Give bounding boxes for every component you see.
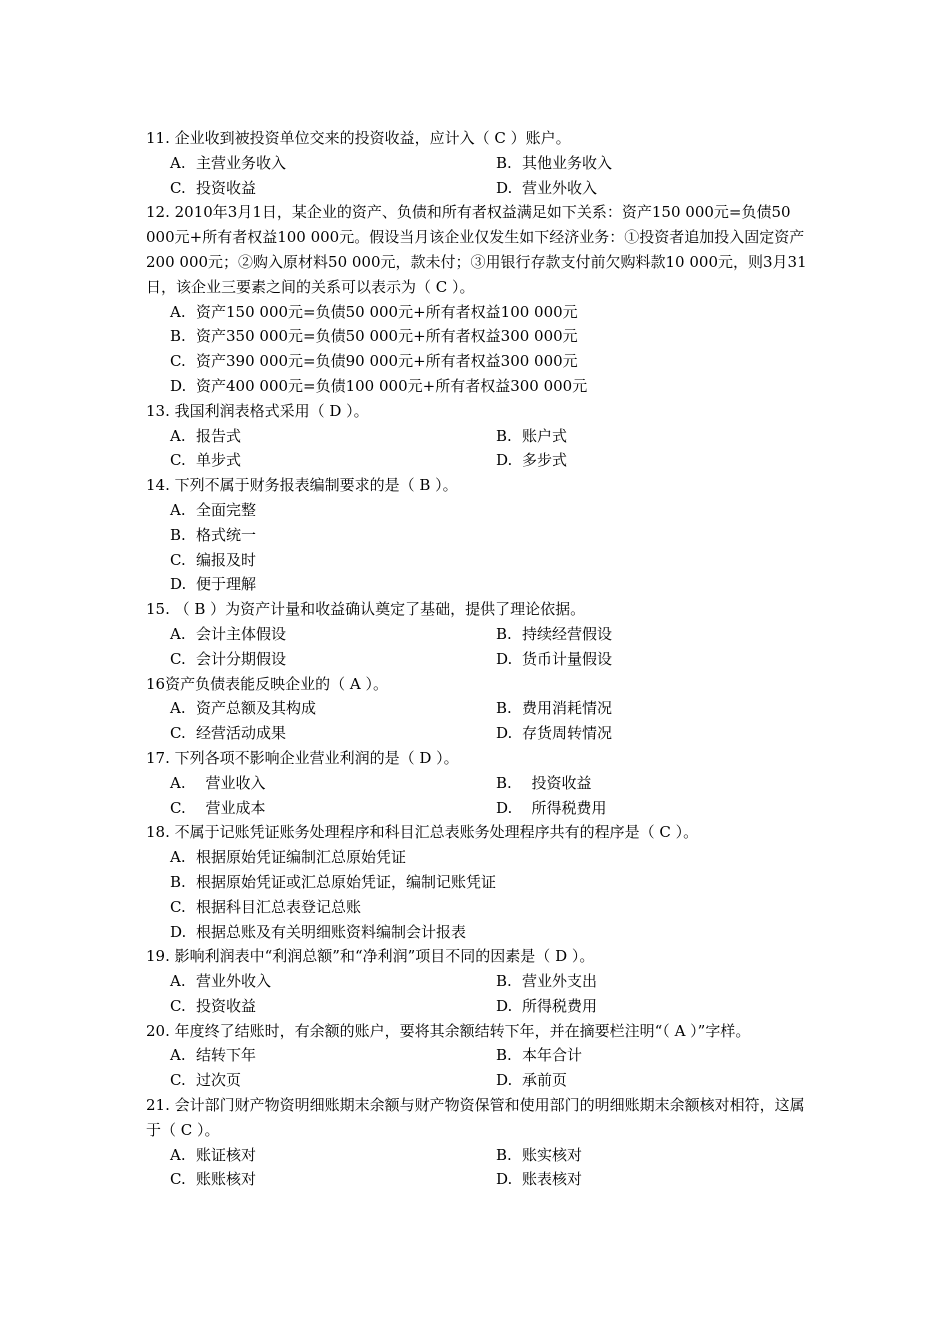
option-letter: C. bbox=[170, 724, 186, 743]
question-17 bbox=[146, 746, 816, 820]
option-list bbox=[146, 1143, 816, 1193]
option-letter: D. bbox=[496, 1170, 513, 1189]
option-letter: A. bbox=[170, 699, 186, 718]
option-text: 货币计量假设 bbox=[522, 649, 613, 668]
option-text: 编报及时 bbox=[196, 550, 257, 569]
option-item bbox=[170, 374, 816, 399]
question-21 bbox=[146, 1093, 816, 1192]
option-item bbox=[170, 1043, 496, 1068]
question-stem: 19. 影响利润表中“利润总额”和“净利润”项目不同的因素是（ D ）。 bbox=[146, 947, 595, 966]
option-text: 账户式 bbox=[522, 426, 568, 445]
question-stem: 14. 下列不属于财务报表编制要求的是（ B ）。 bbox=[146, 476, 458, 495]
option-list bbox=[146, 969, 816, 1019]
option-text: 持续经营假设 bbox=[522, 624, 613, 643]
option-letter: D. bbox=[170, 922, 187, 941]
option-text: 根据科目汇总表登记总账 bbox=[196, 897, 362, 916]
option-item bbox=[170, 448, 496, 473]
question-14 bbox=[146, 473, 816, 597]
option-list bbox=[146, 498, 816, 597]
question-13 bbox=[146, 399, 816, 473]
question-stem: 16资产负债表能反映企业的（ A ）。 bbox=[146, 674, 388, 693]
option-item bbox=[496, 424, 816, 449]
question-stem: 12. 2010年3月1日，某企业的资产、负债和所有者权益满足如下关系：资产150 000元=负债50 000元+所有者权益100 000元。假设当月该企业仅发生如下经济业务：①投资者追加投入固定资产200 000元；②购入原材料50 000元，款未付；③用银行存款支付前欠购料款10 000元，则3月31日，该企业三要素之间的关系可以表示为（ C ）。 bbox=[146, 203, 807, 296]
option-list bbox=[146, 622, 816, 672]
option-text: 多步式 bbox=[522, 451, 568, 470]
question-stem: 11. 企业收到被投资单位交来的投资收益，应计入（ C ）账户。 bbox=[146, 129, 571, 147]
option-item bbox=[170, 622, 496, 647]
option-letter: C. bbox=[170, 649, 186, 668]
option-item bbox=[496, 969, 816, 994]
option-text: 报告式 bbox=[196, 426, 242, 445]
option-item bbox=[170, 870, 816, 895]
option-text: 本年合计 bbox=[522, 1046, 583, 1065]
question-stem: 15. （ B ）为资产计量和收益确认奠定了基础，提供了理论依据。 bbox=[146, 600, 586, 619]
option-text: 营业外支出 bbox=[522, 972, 598, 991]
option-item bbox=[170, 424, 496, 449]
option-item bbox=[170, 920, 816, 945]
option-item bbox=[170, 994, 496, 1019]
option-item bbox=[496, 647, 816, 672]
option-text: 其他业务收入 bbox=[522, 153, 613, 172]
option-item bbox=[496, 1143, 816, 1168]
option-item bbox=[170, 647, 496, 672]
question-12 bbox=[146, 200, 816, 398]
option-item bbox=[170, 176, 496, 201]
option-letter: C. bbox=[170, 897, 186, 916]
option-item bbox=[170, 1143, 496, 1168]
option-item bbox=[170, 895, 816, 920]
option-letter: A. bbox=[170, 972, 186, 991]
option-item bbox=[170, 1167, 496, 1192]
question-15 bbox=[146, 597, 816, 671]
question-18 bbox=[146, 820, 816, 944]
option-letter: B. bbox=[496, 1046, 512, 1065]
option-text: 结转下年 bbox=[196, 1046, 257, 1065]
option-letter: A. bbox=[170, 1046, 186, 1065]
option-letter: C. bbox=[170, 1071, 186, 1090]
option-item bbox=[170, 696, 496, 721]
option-item bbox=[170, 151, 496, 176]
option-letter: D. bbox=[496, 798, 513, 817]
option-item bbox=[496, 448, 816, 473]
question-20 bbox=[146, 1019, 816, 1093]
option-letter: D. bbox=[496, 649, 513, 668]
option-list bbox=[146, 424, 816, 474]
option-item bbox=[496, 622, 816, 647]
option-letter: C. bbox=[170, 352, 186, 371]
option-item bbox=[496, 771, 816, 796]
option-text: 营业外收入 bbox=[522, 178, 598, 197]
option-letter: D. bbox=[496, 1071, 513, 1090]
option-item bbox=[496, 1043, 816, 1068]
option-item bbox=[170, 771, 496, 796]
option-letter: A. bbox=[170, 302, 186, 321]
option-item bbox=[170, 498, 816, 523]
option-letter: B. bbox=[496, 773, 512, 792]
option-text: 营业收入 bbox=[196, 773, 266, 792]
option-letter: D. bbox=[496, 996, 513, 1015]
option-list bbox=[146, 845, 816, 944]
option-text: 会计主体假设 bbox=[196, 624, 287, 643]
option-letter: B. bbox=[496, 153, 512, 172]
option-item bbox=[170, 796, 496, 821]
option-list bbox=[146, 151, 816, 201]
option-text: 账账核对 bbox=[196, 1170, 257, 1189]
option-text: 经营活动成果 bbox=[196, 724, 287, 743]
option-letter: B. bbox=[496, 972, 512, 991]
question-list bbox=[146, 126, 816, 1192]
option-text: 存货周转情况 bbox=[522, 724, 613, 743]
option-letter: D. bbox=[170, 575, 187, 594]
option-letter: C. bbox=[170, 996, 186, 1015]
option-list bbox=[146, 696, 816, 746]
option-letter: C. bbox=[170, 798, 186, 817]
question-16 bbox=[146, 672, 816, 746]
question-stem: 21. 会计部门财产物资明细账期末余额与财产物资保管和使用部门的明细账期末余额核对相符，这属于（ C ）。 bbox=[146, 1096, 805, 1139]
option-item bbox=[496, 1167, 816, 1192]
question-11 bbox=[146, 126, 816, 200]
option-letter: D. bbox=[496, 451, 513, 470]
question-stem: 20. 年度终了结账时，有余额的账户，要将其余额结转下年，并在摘要栏注明“（ A ）”字样。 bbox=[146, 1021, 751, 1040]
option-text: 营业成本 bbox=[196, 798, 266, 817]
option-text: 所得税费用 bbox=[522, 996, 598, 1015]
option-item bbox=[170, 349, 816, 374]
question-stem: 13. 我国利润表格式采用（ D ）。 bbox=[146, 401, 369, 420]
option-text: 资产390 000元=负债90 000元+所有者权益300 000元 bbox=[196, 352, 578, 371]
option-letter: B. bbox=[496, 426, 512, 445]
option-letter: A. bbox=[170, 624, 186, 643]
option-text: 过次页 bbox=[196, 1071, 242, 1090]
option-text: 根据总账及有关明细账资料编制会计报表 bbox=[196, 922, 467, 941]
option-item bbox=[170, 721, 496, 746]
option-letter: A. bbox=[170, 153, 186, 172]
option-item bbox=[170, 1068, 496, 1093]
question-19 bbox=[146, 944, 816, 1018]
question-stem: 17. 下列各项不影响企业营业利润的是（ D ）。 bbox=[146, 748, 459, 767]
option-letter: C. bbox=[170, 550, 186, 569]
option-item bbox=[496, 796, 816, 821]
option-letter: A. bbox=[170, 500, 186, 519]
option-text: 便于理解 bbox=[196, 575, 257, 594]
option-list bbox=[146, 1043, 816, 1093]
option-text: 主营业务收入 bbox=[196, 153, 287, 172]
option-text: 资产400 000元=负债100 000元+所有者权益300 000元 bbox=[196, 376, 588, 395]
option-letter: D. bbox=[496, 724, 513, 743]
option-item bbox=[170, 969, 496, 994]
option-item bbox=[170, 523, 816, 548]
option-text: 资产350 000元=负债50 000元+所有者权益300 000元 bbox=[196, 327, 578, 346]
option-item bbox=[496, 151, 816, 176]
option-item bbox=[496, 1068, 816, 1093]
option-item bbox=[496, 721, 816, 746]
option-letter: B. bbox=[170, 327, 186, 346]
option-text: 全面完整 bbox=[196, 500, 257, 519]
option-text: 所得税费用 bbox=[522, 798, 607, 817]
option-text: 资产总额及其构成 bbox=[196, 699, 317, 718]
option-item bbox=[170, 572, 816, 597]
option-text: 根据原始凭证编制汇总原始凭证 bbox=[196, 848, 407, 867]
option-item bbox=[496, 696, 816, 721]
option-text: 根据原始凭证或汇总原始凭证，编制记账凭证 bbox=[196, 872, 497, 891]
option-letter: C. bbox=[170, 178, 186, 197]
option-letter: C. bbox=[170, 451, 186, 470]
option-letter: B. bbox=[496, 699, 512, 718]
option-text: 账表核对 bbox=[522, 1170, 583, 1189]
option-list bbox=[146, 300, 816, 399]
option-text: 投资收益 bbox=[196, 996, 257, 1015]
option-text: 格式统一 bbox=[196, 525, 257, 544]
option-list bbox=[146, 771, 816, 821]
option-text: 费用消耗情况 bbox=[522, 699, 613, 718]
option-item bbox=[170, 300, 816, 325]
option-text: 营业外收入 bbox=[196, 972, 272, 991]
option-text: 投资收益 bbox=[196, 178, 257, 197]
option-text: 投资收益 bbox=[522, 773, 592, 792]
option-item bbox=[170, 845, 816, 870]
option-letter: D. bbox=[170, 376, 187, 395]
option-item bbox=[170, 324, 816, 349]
option-text: 资产150 000元=负债50 000元+所有者权益100 000元 bbox=[196, 302, 578, 321]
option-letter: B. bbox=[496, 1145, 512, 1164]
option-letter: A. bbox=[170, 1145, 186, 1164]
option-letter: C. bbox=[170, 1170, 186, 1189]
option-letter: B. bbox=[170, 872, 186, 891]
option-text: 承前页 bbox=[522, 1071, 568, 1090]
option-text: 单步式 bbox=[196, 451, 242, 470]
option-text: 账实核对 bbox=[522, 1145, 583, 1164]
option-letter: B. bbox=[496, 624, 512, 643]
option-text: 账证核对 bbox=[196, 1145, 257, 1164]
option-letter: A. bbox=[170, 773, 186, 792]
option-letter: B. bbox=[170, 525, 186, 544]
option-item bbox=[170, 548, 816, 573]
question-stem: 18. 不属于记账凭证账务处理程序和科目汇总表账务处理程序共有的程序是（ C ）。 bbox=[146, 823, 699, 842]
option-text: 会计分期假设 bbox=[196, 649, 287, 668]
option-letter: A. bbox=[170, 426, 186, 445]
option-item bbox=[496, 176, 816, 201]
option-item bbox=[496, 994, 816, 1019]
option-letter: D. bbox=[496, 178, 513, 197]
option-letter: A. bbox=[170, 848, 186, 867]
